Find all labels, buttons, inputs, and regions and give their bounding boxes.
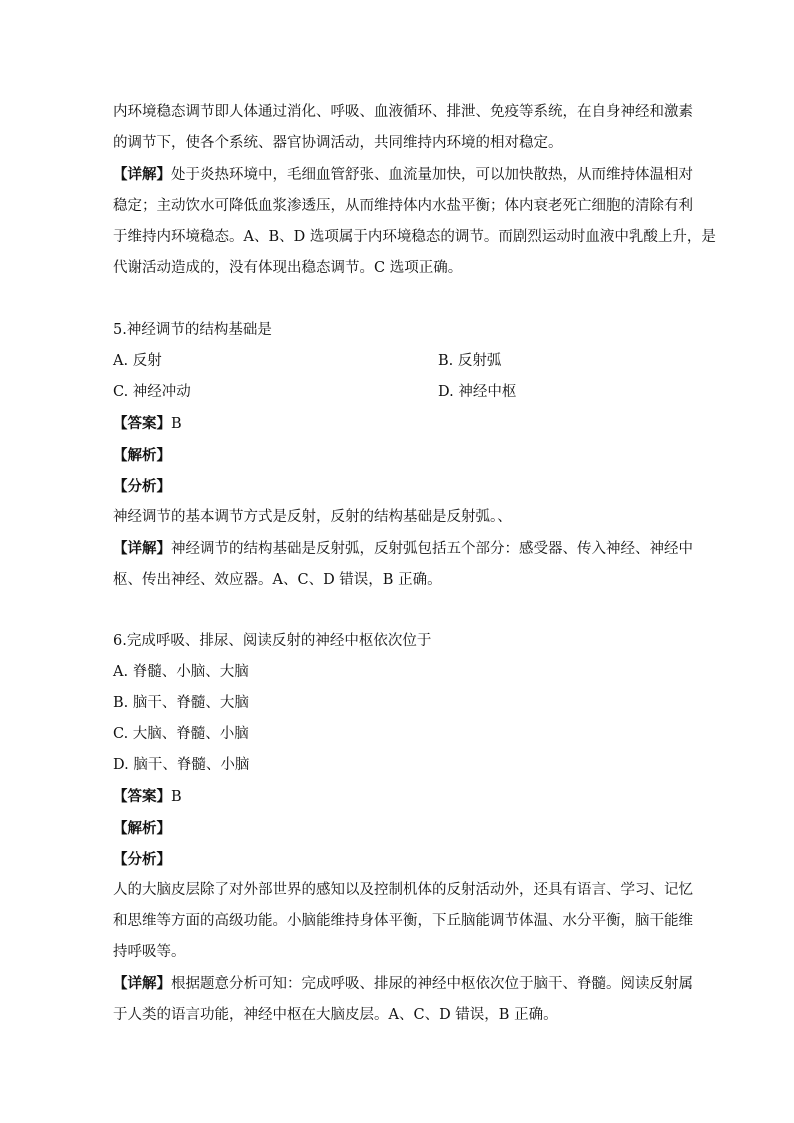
analysis-label: 【解析】 bbox=[113, 447, 171, 464]
text-line: 于维持内环境稳态。A、B、D 选项属于内环境稳态的调节。而剧烈运动时血液中乳酸上升，是 bbox=[113, 229, 716, 245]
detail-label: 【详解】 bbox=[113, 540, 171, 557]
detail-line: 【详解】根据题意分析可知：完成呼吸、排尿的神经中枢依次位于脑干、脊髓。阅读反射属 bbox=[113, 975, 693, 992]
question-stem: 5.神经调节的结构基础是 bbox=[113, 322, 272, 338]
option-d: D. 神经中枢 bbox=[438, 384, 517, 400]
question-stem: 6.完成呼吸、排尿、阅读反射的神经中枢依次位于 bbox=[113, 633, 432, 649]
fenxi-label: 【分析】 bbox=[113, 851, 171, 868]
option-d: D. 脑干、脊髓、小脑 bbox=[113, 757, 250, 773]
text-line: 稳定；主动饮水可降低血浆渗透压，从而维持体内水盐平衡；体内衰老死亡细胞的清除有利 bbox=[113, 198, 693, 214]
question-5-options bbox=[113, 346, 681, 408]
question-6-stem bbox=[113, 626, 681, 657]
text-line: 代谢活动造成的，没有体现出稳态调节。C 选项正确。 bbox=[113, 260, 463, 276]
option-row bbox=[113, 377, 681, 408]
option-a: A. 脊髓、小脑、大脑 bbox=[113, 664, 249, 680]
question-6-solution bbox=[113, 781, 693, 1031]
detail-line: 【详解】处于炎热环境中，毛细血管舒张、血流量加快，可以加快散热，从而维持体温相对 bbox=[113, 166, 693, 183]
text-line: 和思维等方面的高级功能。小脑能维持身体平衡，下丘脑能调节体温、水分平衡，脑干能维 bbox=[113, 913, 693, 929]
option-b: B. 脑干、脊髓、大脑 bbox=[113, 695, 249, 711]
question-5-solution bbox=[113, 408, 693, 596]
text-line: 的调节下，使各个系统、器官协调活动，共同维持内环境的相对稳定。 bbox=[113, 135, 563, 151]
option-a: A. 反射 bbox=[113, 353, 162, 369]
text-line: 内环境稳态调节即人体通过消化、呼吸、血液循环、排泄、免疫等系统，在自身神经和激素 bbox=[113, 104, 693, 120]
text-line: 于人类的语言功能，神经中枢在大脑皮层。A、C、D 错误，B 正确。 bbox=[113, 1007, 558, 1023]
analysis-label: 【解析】 bbox=[113, 820, 171, 837]
option-c: C. 大脑、脊髓、小脑 bbox=[113, 726, 249, 742]
text-line: 人的大脑皮层除了对外部世界的感知以及控制机体的反射活动外，还具有语言、学习、记忆 bbox=[113, 882, 693, 898]
fenxi-label: 【分析】 bbox=[113, 478, 171, 495]
detail-label: 【详解】 bbox=[113, 975, 171, 992]
fenxi-text: 神经调节的基本调节方式是反射，反射的结构基础是反射弧。、 bbox=[113, 509, 512, 525]
answer-line bbox=[113, 408, 681, 440]
detail-line: 【详解】神经调节的结构基础是反射弧，反射弧包括五个部分：感受器、传入神经、神经中 bbox=[113, 540, 693, 557]
detail-label: 【详解】 bbox=[113, 166, 171, 183]
option-b: B. 反射弧 bbox=[438, 353, 502, 369]
text-line: 持呼吸等。 bbox=[113, 944, 186, 960]
intro-paragraph bbox=[113, 97, 716, 284]
option-c: C. 神经冲动 bbox=[113, 384, 191, 400]
answer-value: B bbox=[171, 416, 182, 432]
answer-line bbox=[113, 781, 681, 813]
answer-label: 【答案】 bbox=[113, 788, 171, 805]
question-5-stem bbox=[113, 315, 681, 346]
answer-label: 【答案】 bbox=[113, 415, 171, 432]
text-line: 枢、传出神经、效应器。A、C、D 错误，B 正确。 bbox=[113, 572, 442, 588]
option-row bbox=[113, 346, 681, 377]
question-6-options bbox=[113, 657, 681, 781]
answer-value: B bbox=[171, 789, 182, 805]
